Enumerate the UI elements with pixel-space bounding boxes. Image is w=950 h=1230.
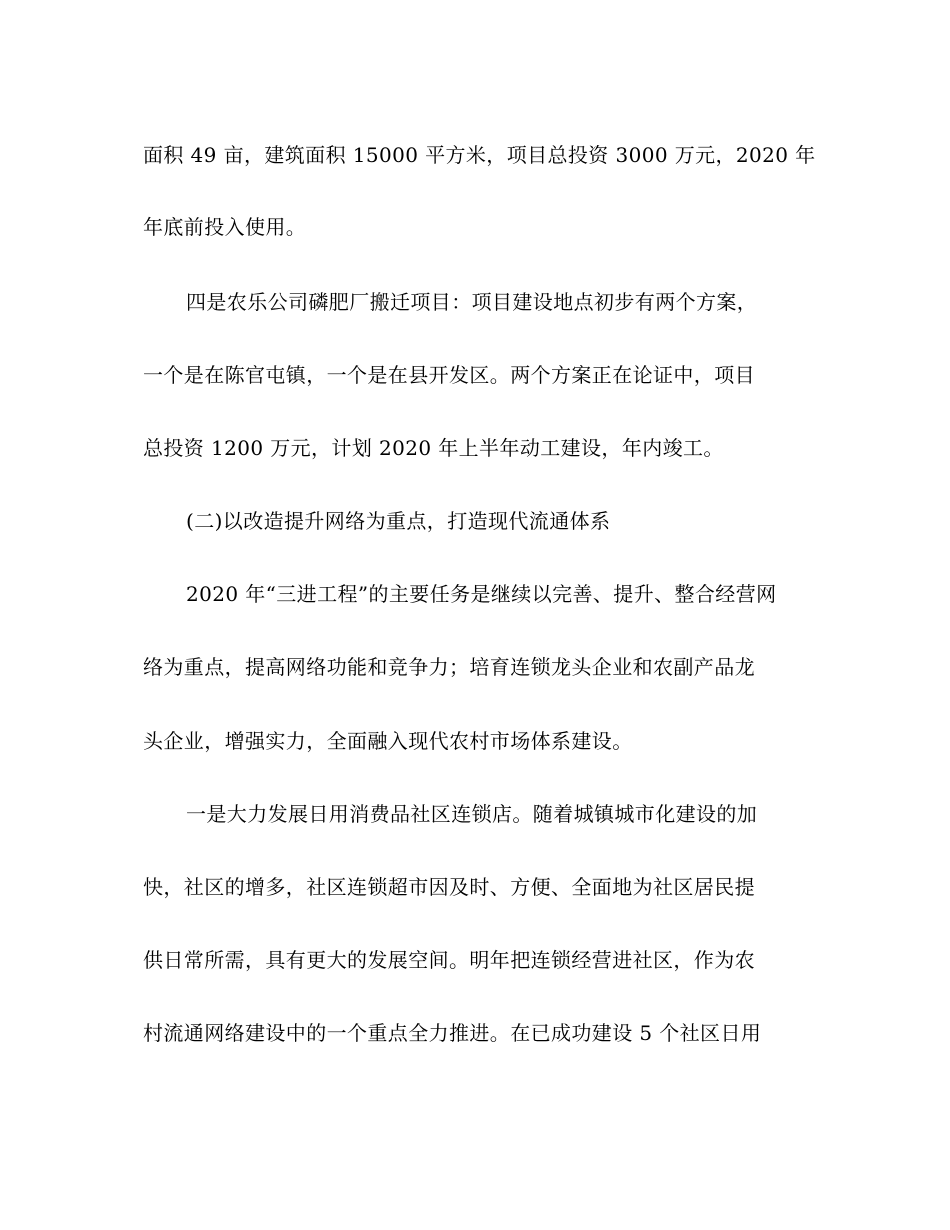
section-heading: (二)以改造提升网络为重点，打造现代流通体系 [186, 509, 611, 533]
paragraph-line-1: 四是农乐公司磷肥厂搬迁项目：项目建设地点初步有两个方案， [186, 290, 758, 314]
text-line-3: 一个是在陈官屯镇，一个是在县开发区。两个方案正在论证中，项目 [143, 363, 755, 387]
text-line-5: 络为重点，提高网络功能和竞争力；培育连锁龙头企业和农副产品龙 [143, 655, 755, 679]
text-line-1: 面积 49 亩，建筑面积 15000 平方米，项目总投资 3000 万元，2020 年 [143, 143, 816, 167]
text-line-6: 头企业，增强实力，全面融入现代农村市场体系建设。 [143, 729, 633, 753]
text-line-7: 快，社区的增多，社区连锁超市因及时、方便、全面地为社区居民提 [143, 875, 755, 899]
text-line-2: 年底前投入使用。 [143, 215, 307, 239]
paragraph-line-3: 一是大力发展日用消费品社区连锁店。随着城镇城市化建设的加 [186, 802, 758, 826]
text-line-9: 村流通网络建设中的一个重点全力推进。在已成功建设 5 个社区日用 [143, 1021, 762, 1045]
text-line-8: 供日常所需，具有更大的发展空间。明年把连锁经营进社区，作为农 [143, 948, 755, 972]
text-line-4: 总投资 1200 万元，计划 2020 年上半年动工建设，年内竣工。 [143, 436, 724, 460]
paragraph-line-2: 2020 年“三进工程”的主要任务是继续以完善、提升、整合经营网 [186, 582, 777, 606]
